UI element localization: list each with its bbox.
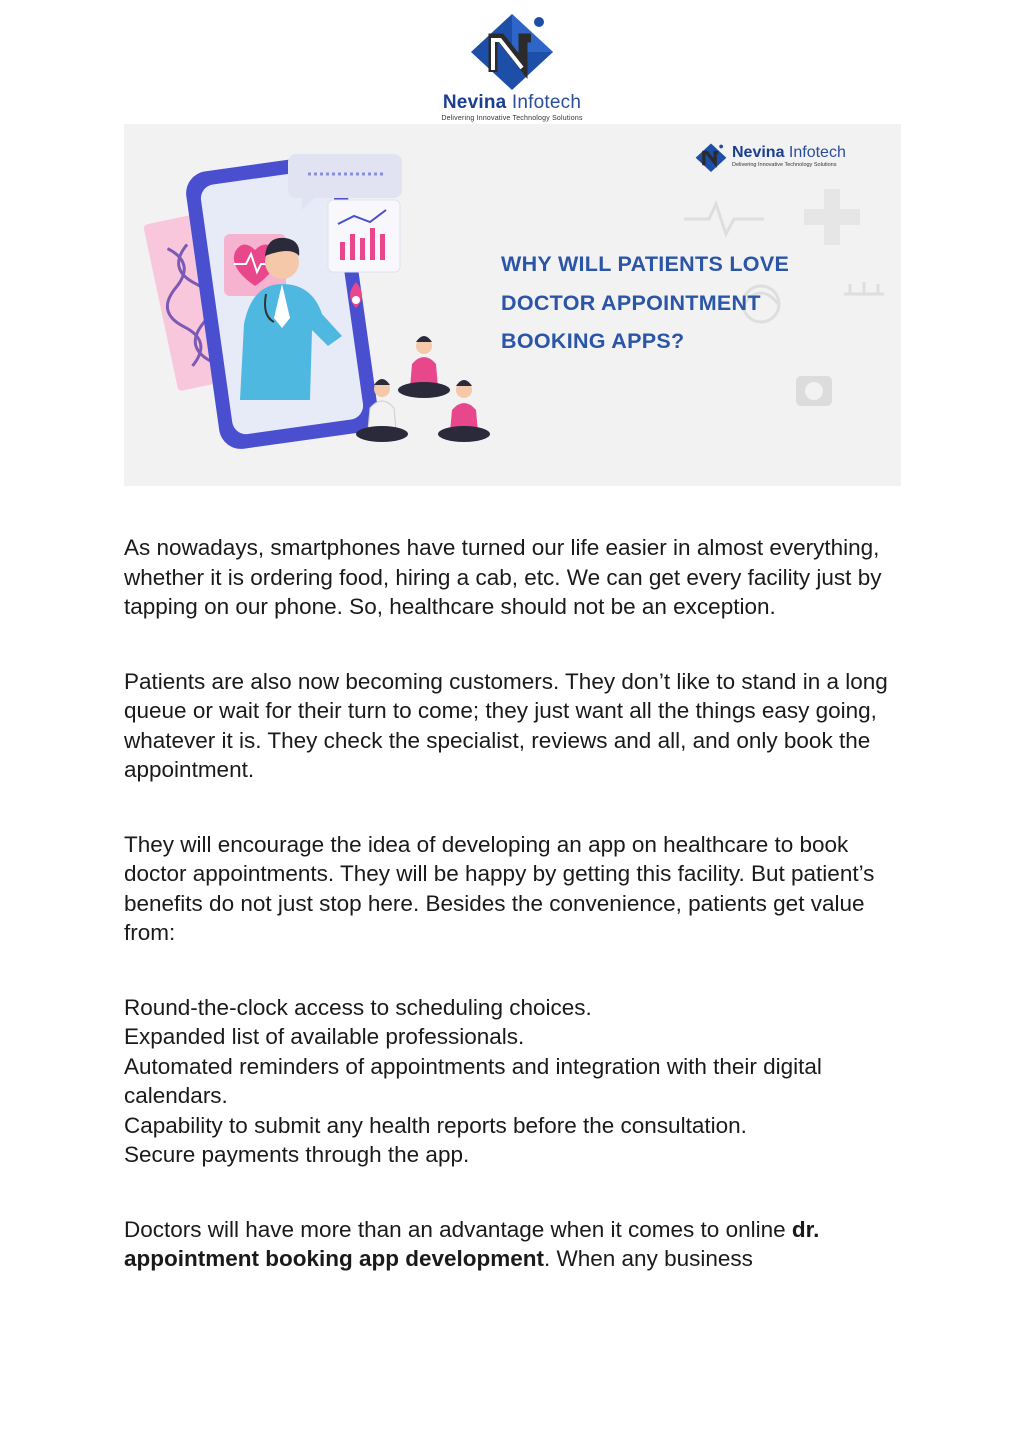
paragraph-doctors: Doctors will have more than an advantage when it comes to online dr. appointment booking app development. When any business xyxy=(124,1216,820,1271)
list-item: Automated reminders of appointments and integration with their digital calendars. xyxy=(124,1053,822,1108)
list-item: Expanded list of available professionals. xyxy=(124,1024,525,1049)
list-item: Capability to submit any health reports before the consultation. xyxy=(124,1112,747,1138)
keyword-link: dr. appointment booking app development xyxy=(124,1216,820,1271)
header-tagline: Delivering Innovative Technology Solutions xyxy=(441,115,583,122)
hero-banner xyxy=(124,124,901,486)
header-brand-name: Nevina Infotech xyxy=(442,92,582,113)
benefits-list xyxy=(124,993,904,1170)
paragraph-intro: As nowadays, smartphones have turned our life easier in almost everything, whether it is ordering food, hiring a cab, etc. We can get every facility just by tapping on our phone. So, healthcare should not be an exception. xyxy=(124,535,882,619)
paragraph-patients: Patients are also now becoming customers. They don’t like to stand in a long queue or wait for their turn to come; they just want all the things easy going, whatever it is. They check the specialist, reviews and all, and only book the appointment. xyxy=(124,668,888,782)
nevina-logo-icon xyxy=(467,10,557,90)
list-item: Round-the-clock access to scheduling choices. xyxy=(124,994,592,1020)
nevina-logo-icon xyxy=(694,142,728,172)
header-logo xyxy=(0,10,1024,122)
article-body xyxy=(124,533,904,1274)
list-item: Secure payments through the app. xyxy=(124,1142,470,1167)
banner-headline: WHY WILL PATIENTS LOVE DOCTOR APPOINTMENT BOOKING APPS? xyxy=(501,252,790,353)
banner-logo: Nevina Infotech Delivering Innovative Technology Solutions xyxy=(694,142,846,172)
paragraph-encourage: They will encourage the idea of developing an app on healthcare to book doctor appointments. They will be happy by getting this facility. But patient’s benefits do not just stop here. Besides the convenience, patients get value from: xyxy=(124,831,875,945)
